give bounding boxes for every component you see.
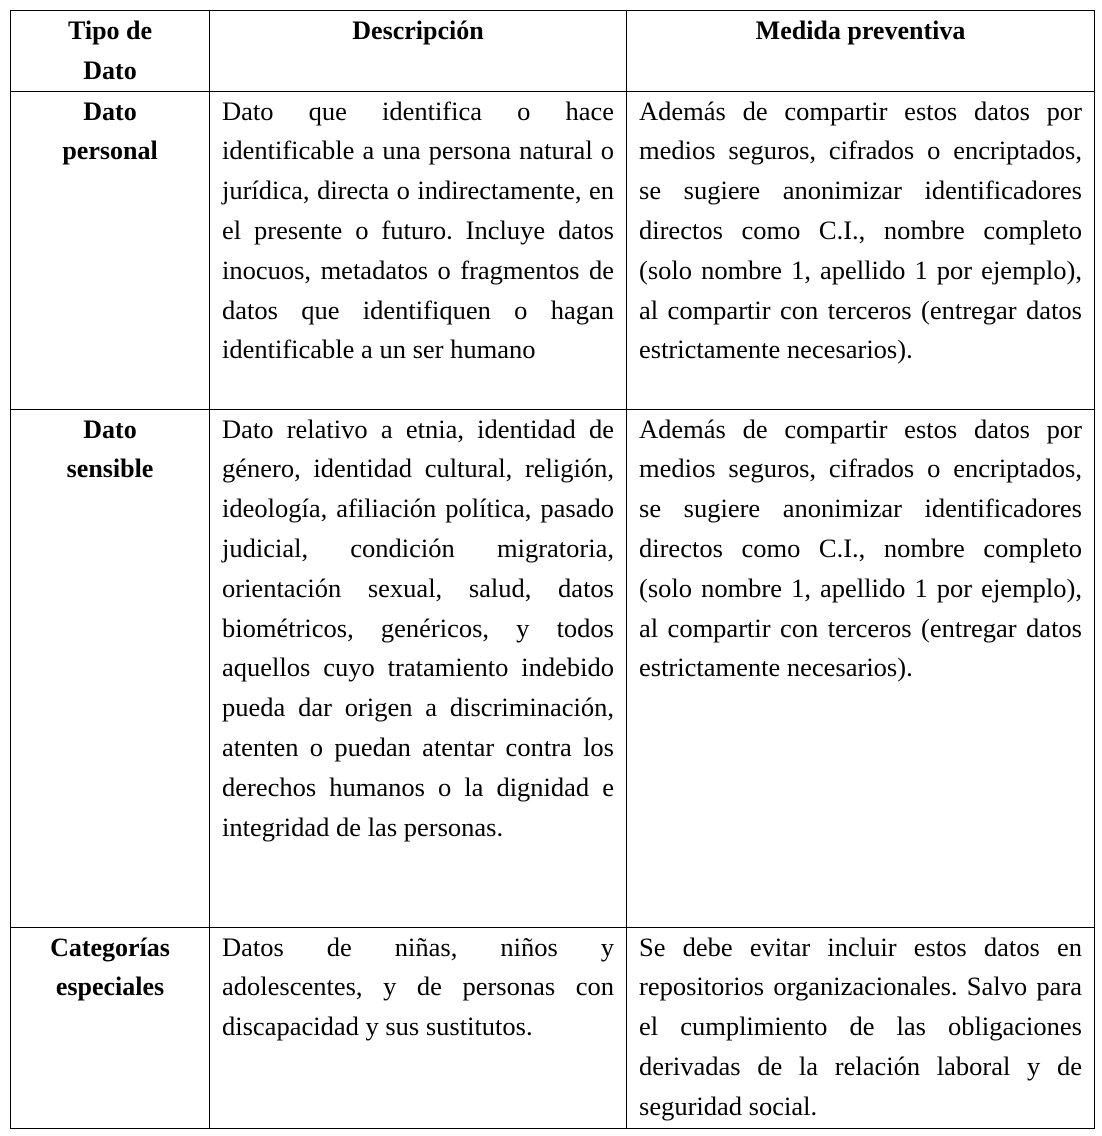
table-row (11, 409, 1095, 927)
row-description: Dato que identifica o hace identificable a una persona natural o jurídica, directa o indirectamente, en el presente o futuro. Incluye datos inocuos, metadatos o fragmentos de datos que identifiquen o hagan identificable a un ser humano (210, 91, 627, 409)
header-row (11, 11, 1095, 92)
row-type: Dato personal (11, 91, 210, 409)
row-measure: Además de compartir estos datos por medios seguros, cifrados o encriptados, se sugiere anonimizar identificadores directos como C.I., nombre completo (solo nombre 1, apellido 1 por ejemplo), al compartir con terceros (entregar datos estrictamente necesarios). (627, 91, 1095, 409)
data-types-table (10, 10, 1095, 1129)
table-row (11, 927, 1095, 1128)
table-row (11, 91, 1095, 409)
row-description: Datos de niñas, niños y adolescentes, y de personas con discapacidad y sus sustitutos. (210, 927, 627, 1128)
header-type: Tipo de Dato (11, 11, 210, 92)
row-measure: Además de compartir estos datos por medios seguros, cifrados o encriptados, se sugiere anonimizar identificadores directos como C.I., nombre completo (solo nombre 1, apellido 1 por ejemplo), al compartir con terceros (entregar datos estrictamente necesarios). (627, 409, 1095, 927)
header-measure: Medida preventiva (627, 11, 1095, 92)
row-measure: Se debe evitar incluir estos datos en repositorios organizacionales. Salvo para el cumplimiento de las obligaciones derivadas de la relación laboral y de seguridad social. (627, 927, 1095, 1128)
table-header (11, 11, 1095, 92)
row-type: Categorías especiales (11, 927, 210, 1128)
header-description: Descripción (210, 11, 627, 92)
row-type: Dato sensible (11, 409, 210, 927)
table-body (11, 91, 1095, 1128)
row-description: Dato relativo a etnia, identidad de género, identidad cultural, religión, ideología, afiliación política, pasado judicial, condición migratoria, orientación sexual, salud, datos biométricos, genéricos, y todos aquellos cuyo tratamiento indebido pueda dar origen a discriminación, atenten o puedan atentar contra los derechos humanos o la dignidad e integridad de las personas. (210, 409, 627, 927)
